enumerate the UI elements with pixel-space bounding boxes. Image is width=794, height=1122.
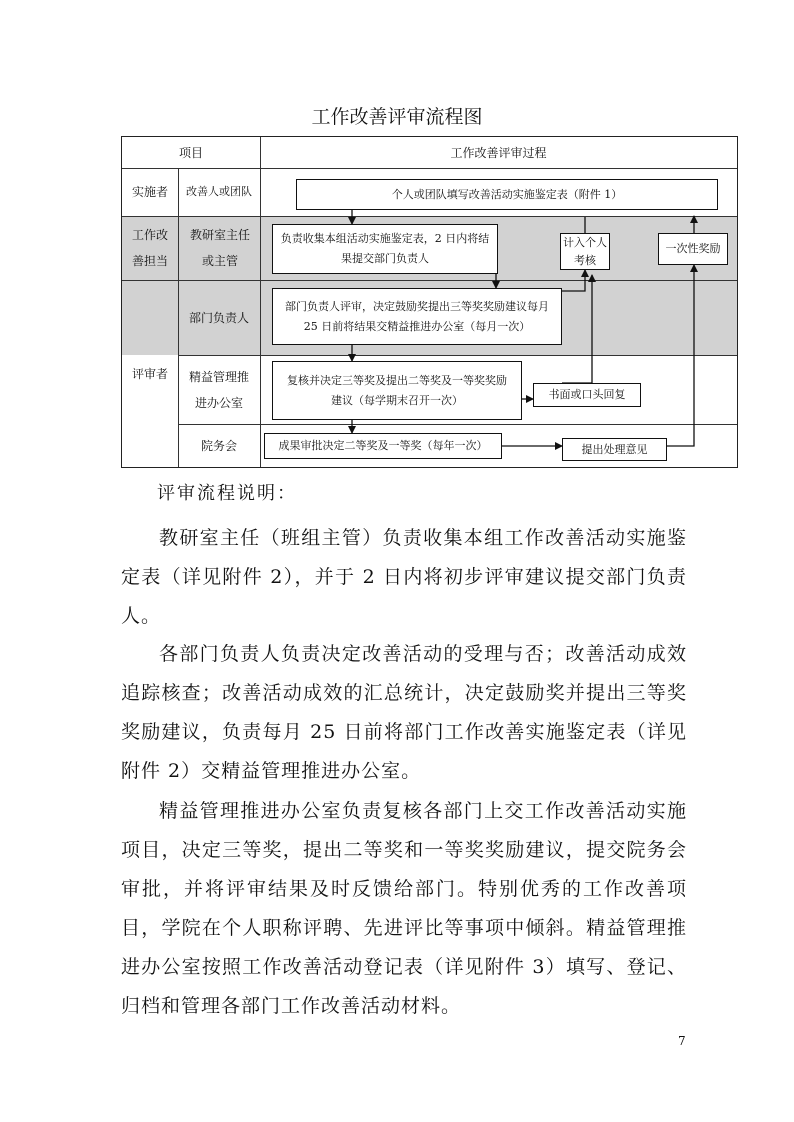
role-implementer: 实施者 bbox=[131, 185, 168, 199]
paragraph: 各部门负责人负责决定改善活动的受理与否；改善活动成效追踪核查；改善活动成效的汇总统计，决定鼓励奖并提出三等奖奖励建议，负责每月 25 日前将部门工作改善实施鉴定表（详见附件 2）交精益管理推进办公室。 bbox=[121, 643, 687, 782]
person-improvement: 教研室主任或主管 bbox=[189, 228, 250, 268]
section-heading: 评审流程说明： bbox=[157, 483, 297, 504]
box-reply: 书面或口头回复 bbox=[533, 383, 641, 407]
reviewer-dept: 部门负责人 bbox=[188, 310, 249, 325]
box-collect-forms: 负责收集本组活动实施鉴定表，2 日内将结果提交部门负责人 bbox=[272, 224, 498, 274]
person-implementer: 改善人或团队 bbox=[186, 185, 252, 198]
header-process: 工作改善评审过程 bbox=[450, 145, 547, 160]
reviewer-council: 院务会 bbox=[200, 438, 237, 453]
box-dept-review: 部门负责人评审，决定鼓励奖提出三等奖奖励建议每月 25 日前将结果交精益推进办公室（每月一次） bbox=[272, 288, 562, 345]
role-improvement: 工作改善担当 bbox=[131, 228, 168, 268]
page-number: 7 bbox=[678, 1034, 686, 1048]
flowchart-table bbox=[121, 136, 738, 468]
box-fill-form: 个人或团队填写改善活动实施鉴定表（附件 1） bbox=[296, 179, 718, 210]
reviewer-office: 精益管理推进办公室 bbox=[188, 369, 249, 410]
paragraph: 精益管理推进办公室负责复核各部门上交工作改善活动实施项目，决定三等奖，提出二等奖和一等奖奖励建议，提交院务会审批，并将评审结果及时反馈给部门。特别优秀的工作改善项目，学院在个人职称评聘、先进评比等事项中倾斜。精益管理推进办公室按照工作改善活动登记表（详见附件 3）填写、登记、归档和管理各部门工作改善活动材料。 bbox=[121, 800, 687, 1017]
box-one-time-bonus: 一次性奖励 bbox=[658, 233, 728, 265]
paragraph: 教研室主任（班组主管）负责收集本组工作改善活动实施鉴定表（详见附件 2），并于 2 日内将初步评审建议提交部门负责人。 bbox=[121, 527, 687, 627]
box-office-review: 复核并决定三等奖及提出二等奖及一等奖奖励建议（每学期末召开一次） bbox=[272, 361, 522, 420]
header-item: 项目 bbox=[178, 145, 203, 160]
page-title: 工作改善评审流程图 bbox=[311, 106, 483, 128]
role-reviewer: 评审者 bbox=[131, 366, 168, 381]
box-personal-assessment: 计入个人考核 bbox=[560, 233, 610, 270]
box-handling-opinion: 提出处理意见 bbox=[562, 438, 667, 461]
box-council-approval: 成果审批决定二等奖及一等奖（每年一次） bbox=[264, 433, 502, 459]
